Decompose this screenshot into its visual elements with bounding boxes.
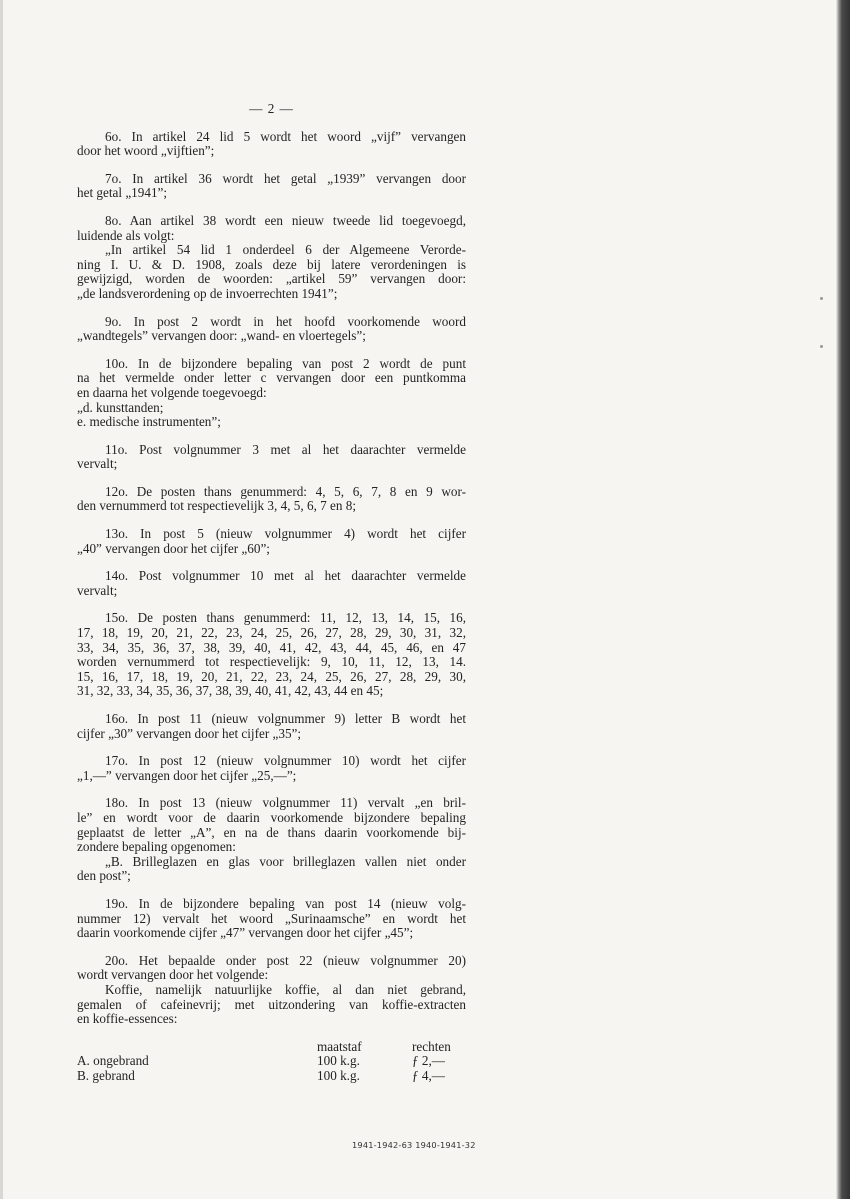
text-line: wordt vervangen door het volgende: [77,967,269,983]
text-line: nummer 12) vervalt het woord „Surinaamsche” en wordt het [77,910,466,926]
text-line: e. medische instrumenten”; [77,414,221,430]
amendment-item [77,130,466,159]
text-line: 18o. In post 13 (nieuw volgnummer 11) vervalt „en bril- [105,795,466,811]
rate-basis: 100 k.g. [317,1053,360,1069]
text-line: vervalt; [77,456,118,472]
text-line: 19o. In de bijzondere bepaling van post 14 (nieuw volg- [105,895,466,911]
text-line: den post”; [77,868,131,884]
rate-header-item [77,1040,317,1055]
page-right-edge [836,0,850,1199]
text-line: 9o. In post 2 wordt in het hoofd voorkomende woord [105,313,466,329]
text-line: 14o. Post volgnummer 10 met al het daarachter vermelde [105,568,466,584]
text-line: geplaatst de letter „A”, en na de thans daarin voorkomende bij- [77,824,466,840]
amendment-item [77,315,466,344]
text-line: 15o. De posten thans genummerd: 11, 12, 13, 14, 15, 16, [105,610,466,626]
text-line: „d. kunsttanden; [77,399,164,415]
rate-duty: ƒ 4,— [412,1067,445,1083]
rate-table [77,1040,466,1084]
text-line: en koffie-essences: [77,1011,178,1027]
rate-duty: ƒ 2,— [412,1053,445,1069]
text-line: Koffie, namelijk natuurlijke koffie, al dan niet gebrand, [105,981,466,997]
page-number: — 2 — [249,101,294,116]
text-line: „B. Brilleglazen en glas voor brilleglazen vallen niet onder [105,853,466,869]
text-line: „wandtegels” vervangen door: „wand- en vloertegels”; [77,328,366,344]
rate-table-header [77,1040,466,1055]
rate-header-basis: maatstaf [317,1038,362,1054]
amendment-item [77,443,466,472]
text-line: „de landsverordening op de invoerrechten 1941”; [77,285,338,301]
text-line: 10o. In de bijzondere bepaling van post 2 wordt de punt [105,355,466,371]
text-line: 20o. Het bepaalde onder post 22 (nieuw volgnummer 20) [105,952,466,968]
amendment-list [77,130,466,1027]
amendment-item [77,954,466,1027]
amendment-item [77,527,466,556]
amendment-item [77,357,466,430]
text-line: door het woord „vijftien”; [77,143,215,159]
text-line: daarin voorkomende cijfer „47” vervangen door het cijfer „45”; [77,925,414,941]
text-line: luidende als volgt: [77,227,175,243]
text-line: het getal „1941”; [77,185,168,201]
rate-basis: 100 k.g. [317,1067,360,1083]
amendment-item [77,172,466,201]
text-line: 16o. In post 11 (nieuw volgnummer 9) letter B wordt het [105,711,466,726]
amendment-item [77,897,466,941]
amendment-item [77,796,466,884]
amendment-item [77,754,466,783]
print-code: 1941-1942-63 1940-1941-32 [352,1140,476,1150]
text-line: „40” vervangen door het cijfer „60”; [77,540,270,556]
text-line: cijfer „30” vervangen door het cijfer „35”; [77,725,302,741]
text-line: 31, 32, 33, 34, 35, 36, 37, 38, 39, 40, 41, 42, 43, 44 en 45; [77,683,384,699]
text-line: worden vernummerd tot respectievelijk: 9, 10, 11, 12, 13, 14. [77,654,466,670]
text-line: „1,—” vervangen door het cijfer „25,—”; [77,767,297,783]
rate-item: A. ongebrand [77,1053,149,1069]
text-line: na het vermelde onder letter c vervangen door een puntkomma [77,370,466,386]
amendment-item [77,611,466,699]
text-line: gewijzigd, worden de woorden: „artikel 59” vervangen door: [77,271,466,287]
text-line: den vernummerd tot respectievelijk 3, 4, 5, 6, 7 en 8; [77,498,357,514]
text-line: ning I. U. & D. 1908, zoals deze bij latere verordeningen is [77,256,466,272]
text-line: 15, 16, 17, 18, 19, 20, 21, 22, 23, 24, 25, 26, 27, 28, 29, 30, [77,668,466,684]
amendment-item [77,569,466,598]
rate-header-duty: rechten [412,1038,451,1054]
rate-table-row [77,1069,466,1084]
text-line: gemalen of cafeinevrij; met uitzondering van koffie-extracten [77,996,466,1012]
text-line: zondere bepaling opgenomen: [77,839,236,855]
text-line: 17o. In post 12 (nieuw volgnummer 10) wordt het cijfer [105,753,466,769]
amendment-item [77,712,466,741]
text-line: 6o. In artikel 24 lid 5 wordt het woord „vijf” vervangen [105,128,466,144]
text-line: vervalt; [77,582,118,598]
rate-table-row [77,1054,466,1069]
paper-speck [820,297,823,300]
text-line: 12o. De posten thans genummerd: 4, 5, 6, 7, 8 en 9 wor- [105,483,466,499]
amendment-item [77,214,466,302]
text-line: le” en wordt voor de daarin voorkomende bijzondere bepaling [77,809,466,825]
rate-item: B. gebrand [77,1067,135,1083]
text-line: 8o. Aan artikel 38 wordt een nieuw tweede lid toegevoegd, [105,212,466,228]
text-line: 7o. In artikel 36 wordt het getal „1939” vervangen door [105,170,466,186]
document-body [77,102,466,1083]
text-line: 11o. Post volgnummer 3 met al het daarachter vermelde [105,441,466,457]
text-line: 17, 18, 19, 20, 21, 22, 23, 24, 25, 26, 27, 28, 29, 30, 31, 32, [77,625,466,641]
text-line: 13o. In post 5 (nieuw volgnummer 4) wordt het cijfer [105,526,466,542]
text-line: en daarna het volgende toegevoegd: [77,384,267,400]
paper-speck [820,345,823,348]
text-line: „In artikel 54 lid 1 onderdeel 6 der Algemeene Verorde- [105,242,466,258]
text-line: 33, 34, 35, 36, 37, 38, 39, 40, 41, 42, 43, 44, 45, 46, en 47 [77,639,466,655]
amendment-item [77,485,466,514]
